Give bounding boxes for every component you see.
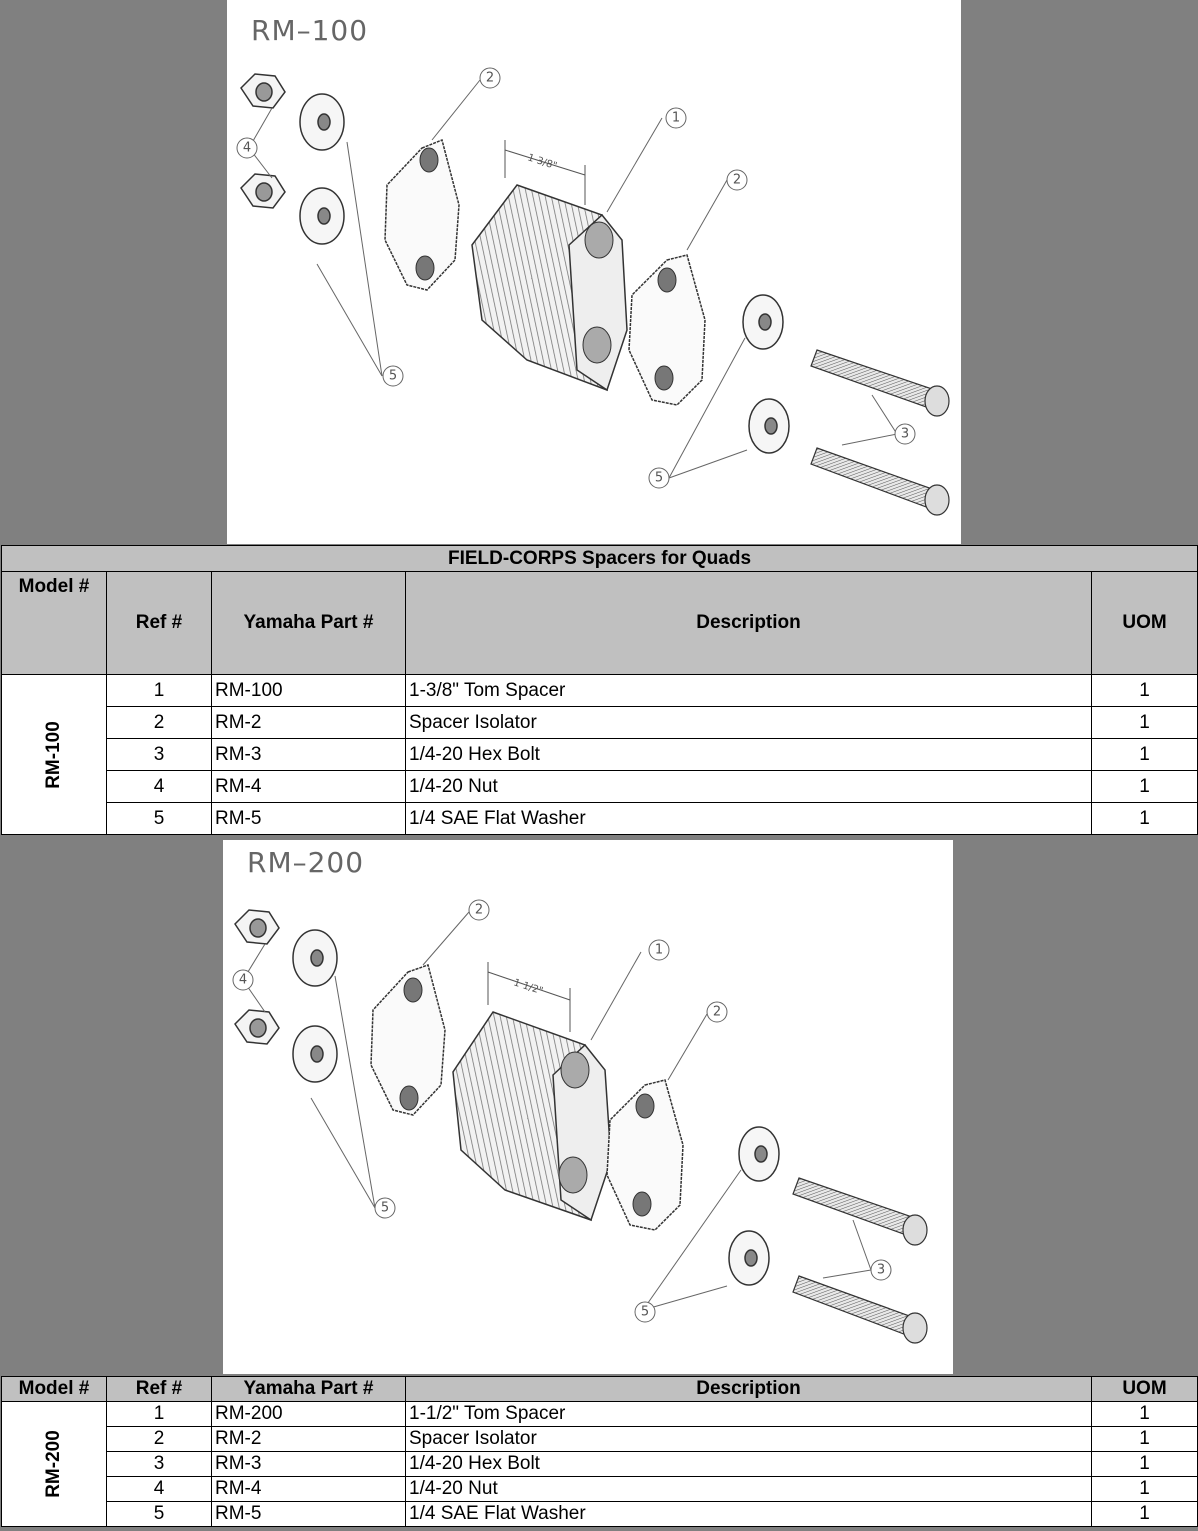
callout-2: 2 [732,172,742,188]
uom-cell: 1 [1092,1477,1198,1502]
callout-2: 2 [712,1004,722,1020]
ref-cell: 1 [107,675,212,707]
flat-washer [293,930,337,1082]
table-row [2,675,1198,707]
tom-spacer [453,1012,611,1220]
callout-1: 1 [671,110,681,126]
model-cell [2,675,107,835]
table-row [2,1452,1198,1477]
callout-3: 3 [900,426,910,442]
part-cell: RM-5 [212,803,406,835]
description-cell: 1/4 SAE Flat Washer [406,803,1092,835]
dimension-label: 1 1/2" [512,977,545,998]
drawing-svg [227,0,961,544]
ref-cell: 2 [107,1427,212,1452]
part-cell: RM-4 [212,1477,406,1502]
header-ref: Ref # [107,1377,212,1402]
description-cell: 1/4-20 Nut [406,1477,1092,1502]
ref-cell: 5 [107,803,212,835]
spacer-isolator [385,140,459,290]
spacer-isolator [607,1080,683,1230]
drawing-title: RM–200 [247,846,365,879]
ref-cell: 2 [107,707,212,739]
description-cell: 1/4 SAE Flat Washer [406,1502,1092,1527]
callout-3: 3 [876,1262,886,1278]
header-ref: Ref # [107,572,212,675]
header-model: Model # [2,1377,107,1402]
description-cell: Spacer Isolator [406,707,1092,739]
uom-cell: 1 [1092,771,1198,803]
callout-1: 1 [654,942,664,958]
callout-5: 5 [640,1304,650,1320]
callout-4: 4 [238,972,248,988]
callout-5: 5 [654,470,664,486]
rm-100-parts-table [1,545,1198,835]
ref-cell: 3 [107,1452,212,1477]
hex-bolt [793,1178,927,1343]
table-row [2,707,1198,739]
uom-cell: 1 [1092,675,1198,707]
table-row [2,739,1198,771]
ref-cell: 1 [107,1402,212,1427]
dimension-label: 1 3/8" [526,152,559,173]
hex-bolt [811,350,949,515]
ref-cell: 3 [107,739,212,771]
table-row [2,1477,1198,1502]
part-cell: RM-200 [212,1402,406,1427]
header-model: Model # [2,572,107,675]
header-part: Yamaha Part # [212,572,406,675]
description-cell: 1/4-20 Hex Bolt [406,739,1092,771]
uom-cell: 1 [1092,1502,1198,1527]
callout-2: 2 [474,902,484,918]
part-cell: RM-5 [212,1502,406,1527]
rm-200-parts-table [1,1376,1198,1527]
header-uom: UOM [1092,1377,1198,1402]
ref-cell: 4 [107,771,212,803]
uom-cell: 1 [1092,1402,1198,1427]
callout-5: 5 [380,1200,390,1216]
callout-4: 4 [242,140,252,156]
table-title: FIELD-CORPS Spacers for Quads [2,546,1198,572]
ref-cell: 4 [107,1477,212,1502]
table-row [2,1427,1198,1452]
table-row [2,771,1198,803]
description-cell: Spacer Isolator [406,1427,1092,1452]
drawing-svg [223,840,953,1374]
rm-100-exploded-drawing [227,0,961,544]
flat-washer [300,94,344,244]
model-label: RM-200 [42,1430,64,1498]
part-cell: RM-4 [212,771,406,803]
uom-cell: 1 [1092,707,1198,739]
part-cell: RM-3 [212,739,406,771]
tom-spacer [472,185,627,390]
description-cell: 1-3/8" Tom Spacer [406,675,1092,707]
model-label: RM-100 [42,720,64,789]
callout-5: 5 [388,368,398,384]
header-description: Description [406,1377,1092,1402]
description-cell: 1-1/2" Tom Spacer [406,1402,1092,1427]
spacer-isolator [629,255,705,405]
table-row [2,1402,1198,1427]
part-cell: RM-100 [212,675,406,707]
drawing-title: RM–100 [251,14,369,47]
ref-cell: 5 [107,1502,212,1527]
part-cell: RM-2 [212,707,406,739]
callout-2: 2 [485,70,495,86]
part-cell: RM-3 [212,1452,406,1477]
uom-cell: 1 [1092,1427,1198,1452]
table-row [2,803,1198,835]
flat-washer [743,295,789,453]
uom-cell: 1 [1092,803,1198,835]
flat-washer [729,1127,779,1285]
description-cell: 1/4-20 Hex Bolt [406,1452,1092,1477]
model-cell [2,1402,107,1527]
uom-cell: 1 [1092,739,1198,771]
table-row [2,1502,1198,1527]
uom-cell: 1 [1092,1452,1198,1477]
spacer-isolator [371,965,445,1115]
header-part: Yamaha Part # [212,1377,406,1402]
header-uom: UOM [1092,572,1198,675]
part-cell: RM-2 [212,1427,406,1452]
header-description: Description [406,572,1092,675]
description-cell: 1/4-20 Nut [406,771,1092,803]
rm-200-exploded-drawing [223,840,953,1374]
